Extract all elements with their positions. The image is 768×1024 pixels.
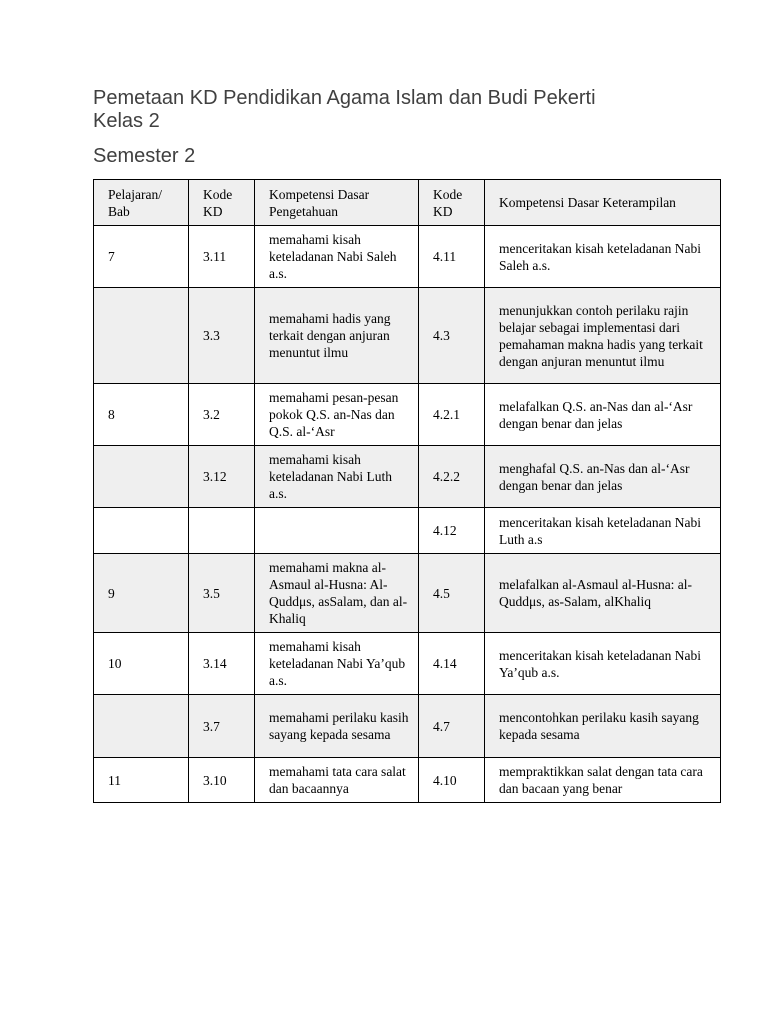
cell-kode-kd-pengetahuan: 3.12 <box>189 446 255 508</box>
cell-kode-kd-pengetahuan: 3.14 <box>189 633 255 695</box>
cell-kd-keterampilan: mempraktikkan salat dengan tata cara dan bacaan yang benar <box>485 758 721 803</box>
table-row <box>94 758 721 803</box>
kd-mapping-table <box>93 179 721 803</box>
cell-bab: 8 <box>94 384 189 446</box>
cell-kode-kd-pengetahuan: 3.11 <box>189 226 255 288</box>
cell-kode-kd-pengetahuan: 3.10 <box>189 758 255 803</box>
cell-kd-keterampilan: menceritakan kisah keteladanan Nabi Luth a.s <box>485 508 721 554</box>
cell-kd-keterampilan: mencontohkan perilaku kasih sayang kepada sesama <box>485 695 721 758</box>
cell-kode-kd-pengetahuan: 3.5 <box>189 554 255 633</box>
cell-kode-kd-keterampilan: 4.12 <box>419 508 485 554</box>
column-header-kode-kd-pengetahuan: Kode KD <box>189 180 255 226</box>
cell-kode-kd-keterampilan: 4.10 <box>419 758 485 803</box>
table-row <box>94 633 721 695</box>
cell-kd-keterampilan: menunjukkan contoh perilaku rajin belajar sebagai implementasi dari pemahaman makna hadis yang terkait dengan anjuran menuntut ilmu <box>485 288 721 384</box>
table-row <box>94 508 721 554</box>
cell-bab <box>94 288 189 384</box>
page-title <box>93 87 693 133</box>
cell-kode-kd-keterampilan: 4.2.1 <box>419 384 485 446</box>
cell-kd-keterampilan: melafalkan Q.S. an-Nas dan al-‘Asr dengan benar dan jelas <box>485 384 721 446</box>
semester-heading: Semester 2 <box>93 145 196 167</box>
table-row <box>94 446 721 508</box>
cell-bab: 11 <box>94 758 189 803</box>
cell-kode-kd-pengetahuan: 3.7 <box>189 695 255 758</box>
table-row <box>94 554 721 633</box>
cell-kode-kd-keterampilan: 4.14 <box>419 633 485 695</box>
table-row <box>94 226 721 288</box>
cell-bab <box>94 508 189 554</box>
cell-kode-kd-pengetahuan: 3.2 <box>189 384 255 446</box>
column-header-kd-keterampilan: Kompetensi Dasar Keterampilan <box>485 180 721 226</box>
cell-kode-kd-keterampilan: 4.3 <box>419 288 485 384</box>
table-row <box>94 695 721 758</box>
cell-kd-keterampilan: menceritakan kisah keteladanan Nabi Saleh a.s. <box>485 226 721 288</box>
title-line-1: Pemetaan KD Pendidikan Agama Islam dan Budi Pekerti <box>93 87 596 109</box>
table-row <box>94 384 721 446</box>
cell-kd-pengetahuan: memahami makna al-Asmaul al-Husna: Al-Quddμs, asSalam, dan al-Khaliq <box>255 554 419 633</box>
column-header-bab: Pelajaran/ Bab <box>94 180 189 226</box>
table-header-row <box>94 180 721 226</box>
cell-kd-pengetahuan: memahami kisah keteladanan Nabi Luth a.s. <box>255 446 419 508</box>
cell-kode-kd-keterampilan: 4.11 <box>419 226 485 288</box>
cell-bab: 9 <box>94 554 189 633</box>
cell-kd-pengetahuan <box>255 508 419 554</box>
cell-kd-pengetahuan: memahami tata cara salat dan bacaannya <box>255 758 419 803</box>
cell-kode-kd-pengetahuan: 3.3 <box>189 288 255 384</box>
cell-kode-kd-keterampilan: 4.7 <box>419 695 485 758</box>
column-header-kd-pengetahuan: Kompetensi Dasar Pengetahuan <box>255 180 419 226</box>
column-header-kode-kd-keterampilan: Kode KD <box>419 180 485 226</box>
title-line-2: Kelas 2 <box>93 110 160 132</box>
cell-kd-pengetahuan: memahami kisah keteladanan Nabi Ya’qub a.s. <box>255 633 419 695</box>
cell-kd-pengetahuan: memahami hadis yang terkait dengan anjuran menuntut ilmu <box>255 288 419 384</box>
cell-kd-pengetahuan: memahami perilaku kasih sayang kepada sesama <box>255 695 419 758</box>
cell-bab <box>94 446 189 508</box>
cell-kode-kd-keterampilan: 4.5 <box>419 554 485 633</box>
cell-kd-keterampilan: menceritakan kisah keteladanan Nabi Ya’qub a.s. <box>485 633 721 695</box>
cell-kd-pengetahuan: memahami kisah keteladanan Nabi Saleh a.s. <box>255 226 419 288</box>
cell-kd-keterampilan: melafalkan al-Asmaul al-Husna: al-Quddμs, as-Salam, alKhaliq <box>485 554 721 633</box>
cell-kd-pengetahuan: memahami pesan-pesan pokok Q.S. an-Nas dan Q.S. al-‘Asr <box>255 384 419 446</box>
cell-bab <box>94 695 189 758</box>
table-row <box>94 288 721 384</box>
cell-kd-keterampilan: menghafal Q.S. an-Nas dan al-‘Asr dengan benar dan jelas <box>485 446 721 508</box>
cell-bab: 7 <box>94 226 189 288</box>
cell-kode-kd-keterampilan: 4.2.2 <box>419 446 485 508</box>
cell-bab: 10 <box>94 633 189 695</box>
cell-kode-kd-pengetahuan <box>189 508 255 554</box>
